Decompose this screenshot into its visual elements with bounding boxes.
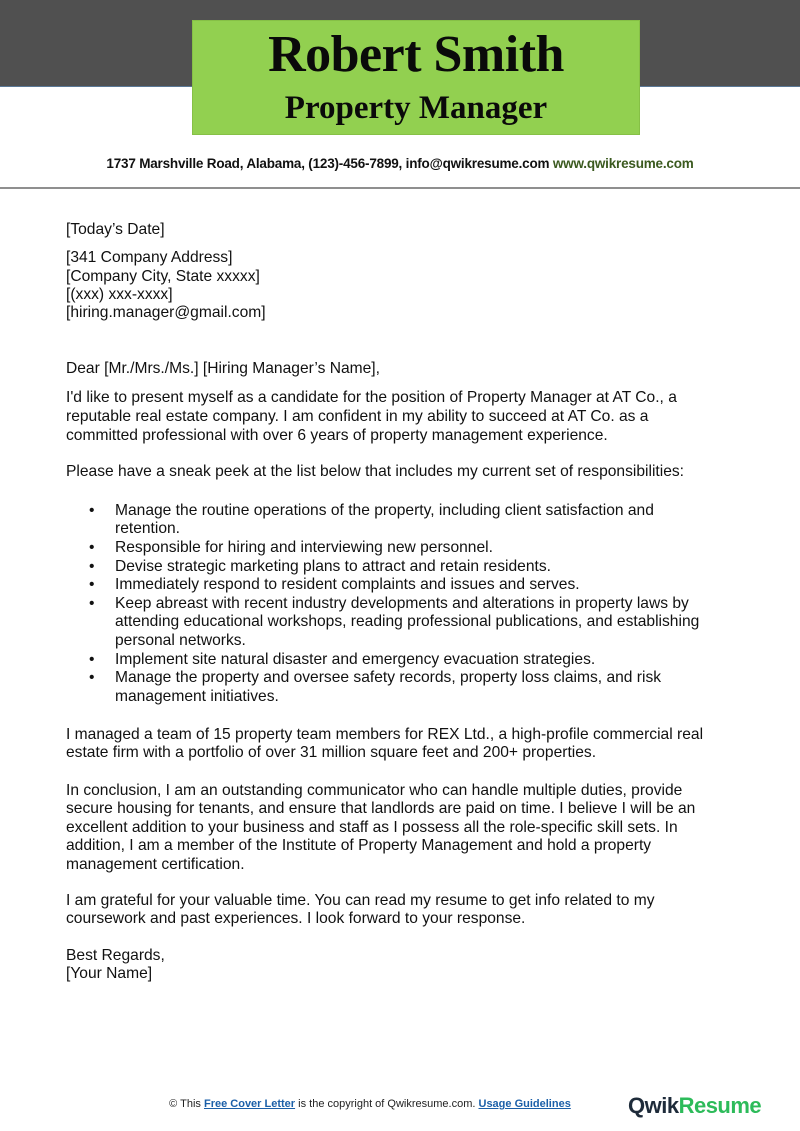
recipient-phone: [(xxx) xxx-xxxx] bbox=[66, 286, 173, 303]
achievement-line: estate firm with a portfolio of over 31 million square feet and 200+ properties. bbox=[66, 744, 597, 761]
bullet-item: Immediately respond to resident complaints and issues and serves. bbox=[115, 576, 580, 593]
bullet-item-cont: retention. bbox=[115, 520, 181, 537]
copyright-middle: is the copyright of Qwikresume.com. bbox=[298, 1098, 476, 1110]
bullet-item: Responsible for hiring and interviewing new personnel. bbox=[115, 539, 493, 556]
conclusion-line: addition, I am a member of the Institute of Property Management and hold a property bbox=[66, 837, 652, 854]
closing-line: coursework and past experiences. I look forward to your response. bbox=[66, 910, 526, 927]
bullet-item: Implement site natural disaster and emergency evacuation strategies. bbox=[115, 651, 596, 668]
bullet-icon: • bbox=[89, 576, 95, 593]
recipient-city: [Company City, State xxxxx] bbox=[66, 268, 260, 285]
contact-details: 1737 Marshville Road, Alabama, (123)-456-7899, info@qwikresume.com bbox=[106, 156, 550, 171]
bullet-icon: • bbox=[89, 669, 95, 686]
bullet-icon: • bbox=[89, 595, 95, 612]
salutation: Dear [Mr./Mrs./Ms.] [Hiring Manager’s Name], bbox=[66, 360, 380, 377]
free-cover-letter-link[interactable]: Free Cover Letter bbox=[203, 1098, 296, 1110]
contact-line bbox=[0, 156, 800, 171]
candidate-name: Robert Smith bbox=[268, 26, 564, 83]
recipient-address: [341 Company Address] bbox=[66, 249, 233, 266]
intro-line: reputable real estate company. I am confident in my ability to succeed at AT Co. as a bbox=[66, 408, 649, 425]
bullet-item-cont: management initiatives. bbox=[115, 688, 279, 705]
bullet-item: Keep abreast with recent industry developments and alterations in property laws by bbox=[115, 595, 689, 612]
name-banner bbox=[192, 20, 640, 135]
conclusion-line: In conclusion, I am an outstanding communicator who can handle multiple duties, provide bbox=[66, 782, 683, 799]
achievement-line: I managed a team of 15 property team members for REX Ltd., a high-profile commercial real bbox=[66, 726, 704, 743]
website-link[interactable]: www.qwikresume.com bbox=[552, 156, 694, 171]
bullet-icon: • bbox=[89, 539, 95, 556]
signoff: Best Regards, bbox=[66, 947, 165, 964]
bullet-icon: • bbox=[89, 651, 95, 668]
usage-guidelines-link[interactable]: Usage Guidelines bbox=[478, 1098, 571, 1110]
bullet-icon: • bbox=[89, 558, 95, 575]
copyright-prefix: © This bbox=[169, 1098, 201, 1110]
intro-line: committed professional with over 6 years of property management experience. bbox=[66, 427, 608, 444]
recipient-email: [hiring.manager@gmail.com] bbox=[66, 304, 266, 321]
logo-qwik: Qwik bbox=[628, 1093, 679, 1118]
signature: [Your Name] bbox=[66, 965, 153, 982]
bullet-item: Manage the property and oversee safety records, property loss claims, and risk bbox=[115, 669, 662, 686]
conclusion-line: secure housing for tenants, and ensure that landlords are paid on time. I believe I will be an bbox=[66, 800, 696, 817]
letter-date: [Today’s Date] bbox=[66, 221, 165, 238]
bullet-icon: • bbox=[89, 502, 95, 519]
bullet-item-cont: personal networks. bbox=[115, 632, 246, 649]
list-intro: Please have a sneak peek at the list below that includes my current set of responsibilities: bbox=[66, 463, 685, 480]
qwikresume-logo[interactable] bbox=[628, 1093, 761, 1119]
logo-resume: Resume bbox=[678, 1093, 762, 1118]
bullet-item: Devise strategic marketing plans to attract and retain residents. bbox=[115, 558, 551, 575]
intro-line: I'd like to present myself as a candidate for the position of Property Manager at AT Co., a bbox=[66, 389, 677, 406]
bullet-item-cont: attending educational workshops, reading professional publications, and establishing bbox=[115, 613, 700, 630]
header-divider bbox=[0, 187, 800, 189]
job-title: Property Manager bbox=[284, 90, 548, 126]
conclusion-line: management certification. bbox=[66, 856, 245, 873]
conclusion-line: excellent addition to your business and staff as I possess all the role-specific skill sets. In bbox=[66, 819, 678, 836]
bullet-item: Manage the routine operations of the property, including client satisfaction and bbox=[115, 502, 654, 519]
closing-line: I am grateful for your valuable time. You can read my resume to get info related to my bbox=[66, 892, 655, 909]
